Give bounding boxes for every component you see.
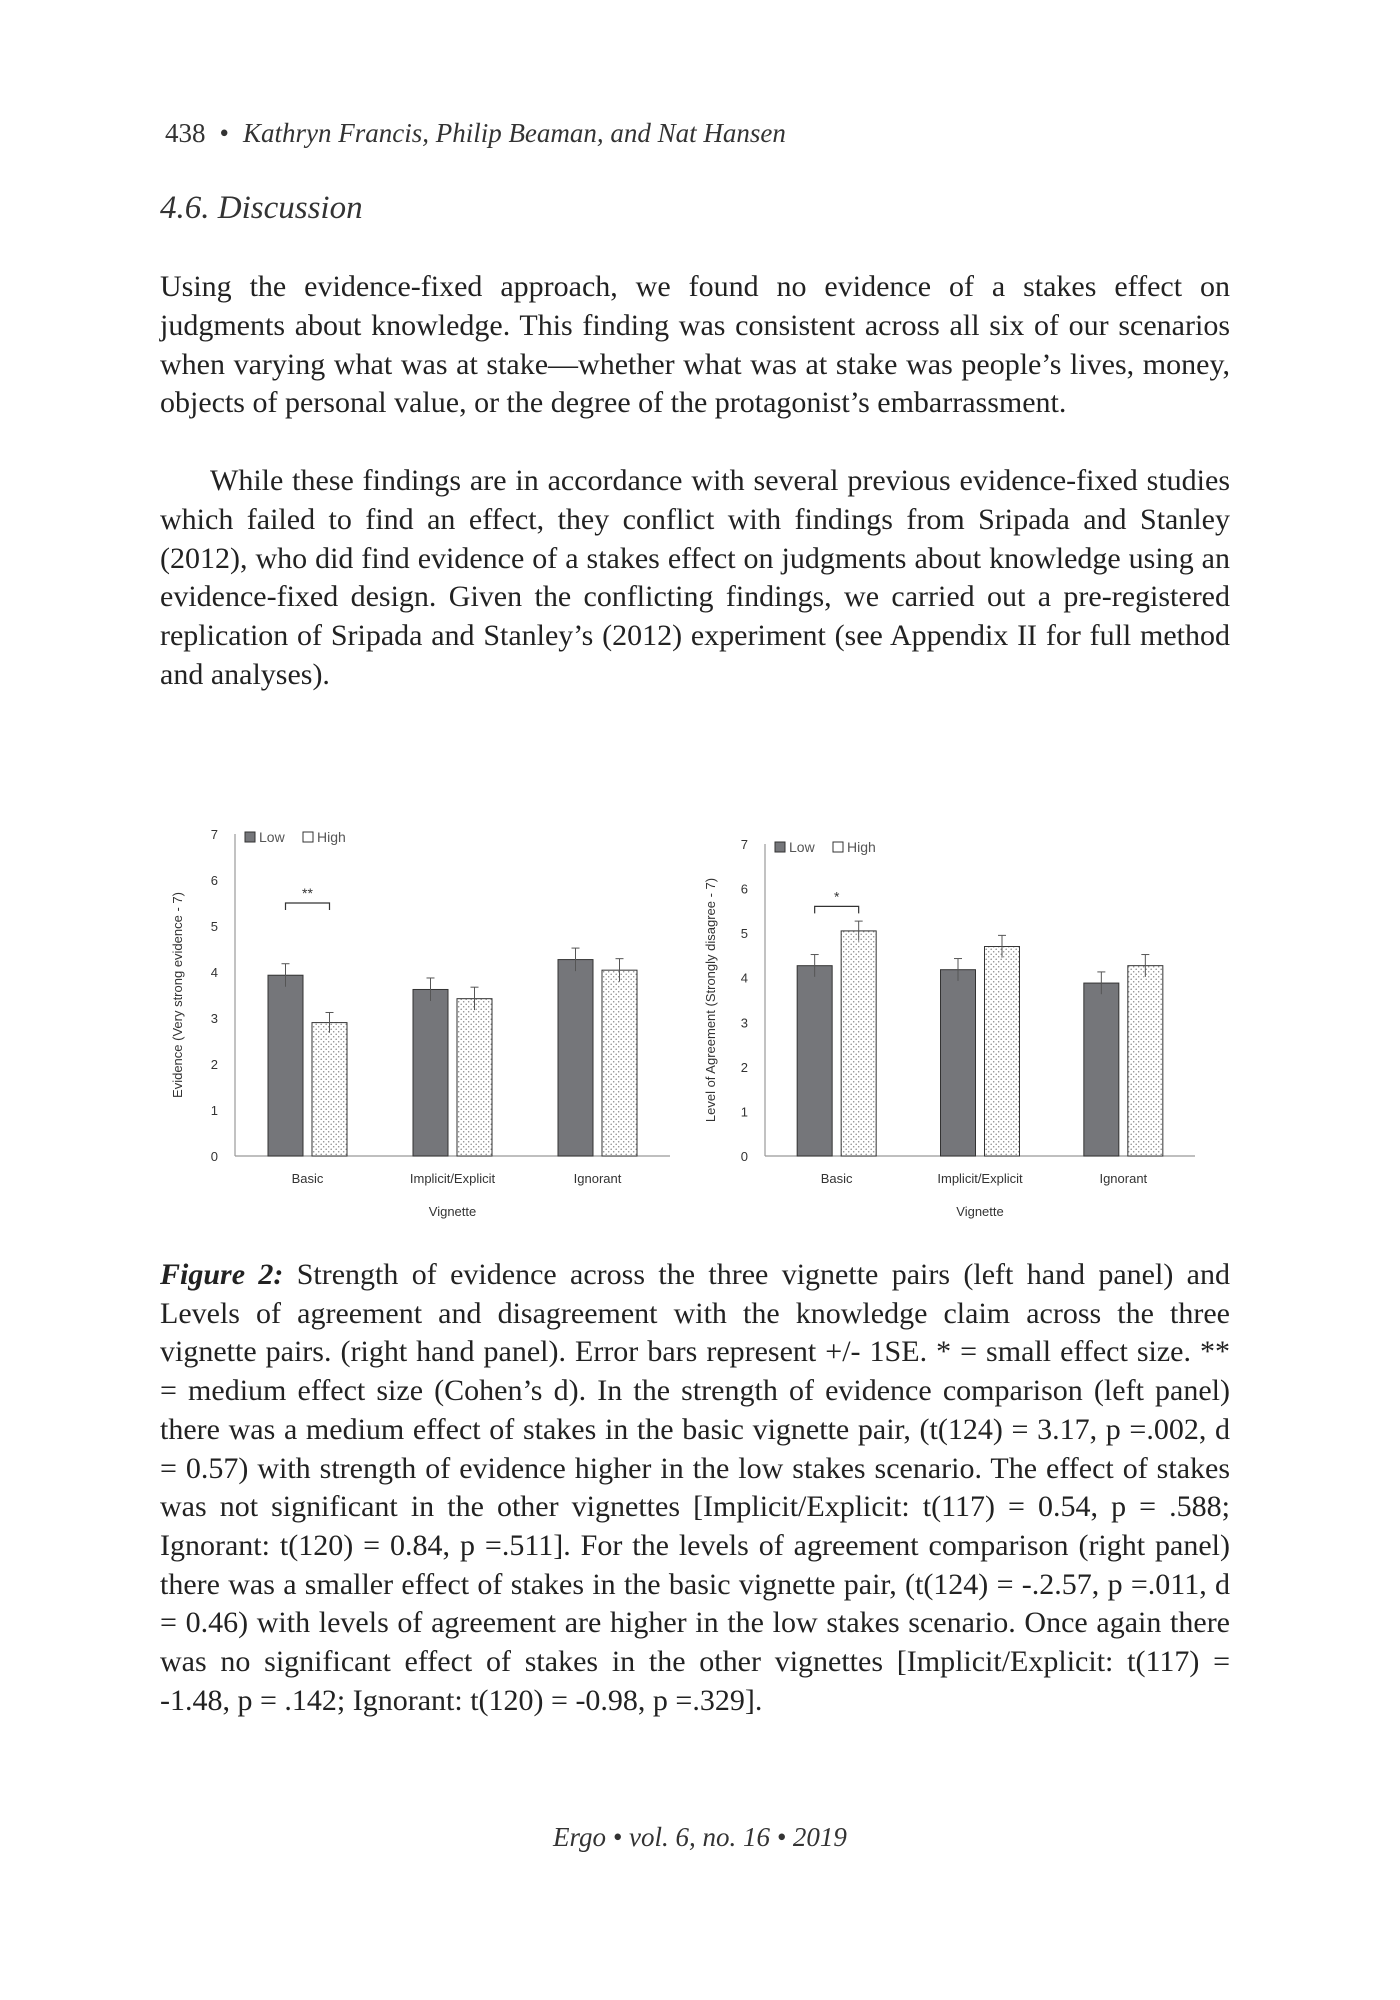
section-title: 4.6. Discussion xyxy=(160,190,363,226)
bar-high xyxy=(602,970,637,1156)
page-number: 438 xyxy=(165,118,206,148)
y-tick-label: 1 xyxy=(740,1104,748,1120)
x-tick-label: Implicit/Explicit xyxy=(937,1171,1023,1186)
legend-label-low: Low xyxy=(789,839,815,855)
chart-left-evidence xyxy=(170,827,670,1219)
y-tick-label: 4 xyxy=(210,965,218,980)
bar-low xyxy=(1084,983,1119,1156)
header-authors: Kathryn Francis, Philip Beaman, and Nat Hansen xyxy=(242,118,786,148)
y-tick-label: 1 xyxy=(210,1103,218,1118)
figure-caption-label: Figure 2: xyxy=(160,1258,284,1291)
figure-2 xyxy=(160,818,1240,1230)
bar-low xyxy=(941,970,976,1156)
y-tick-label: 0 xyxy=(740,1149,748,1164)
significance-bracket xyxy=(286,903,330,910)
legend-label-high: High xyxy=(847,839,876,855)
significance-label: * xyxy=(833,888,840,905)
x-tick-label: Ignorant xyxy=(573,1171,622,1186)
figure-2-charts xyxy=(160,818,1240,1230)
x-tick-label: Basic xyxy=(291,1171,324,1186)
y-axis-label: Level of Agreement (Strongly disagree - 7) xyxy=(703,877,718,1123)
y-tick-label: 5 xyxy=(210,919,218,934)
legend-swatch-low xyxy=(775,842,785,852)
y-tick-label: 6 xyxy=(740,881,748,897)
header-separator: • xyxy=(219,118,229,148)
y-axis-label: Evidence (Very strong evidence - 7) xyxy=(170,892,185,1098)
chart-right-agreement xyxy=(703,837,1195,1219)
y-tick-label: 4 xyxy=(740,970,748,986)
page-footer: Ergo • vol. 6, no. 16 • 2019 xyxy=(553,1822,847,1852)
bar-low xyxy=(413,989,448,1156)
y-tick-label: 7 xyxy=(210,827,218,842)
legend-swatch-high xyxy=(833,842,843,852)
y-tick-label: 6 xyxy=(210,873,218,888)
y-tick-label: 0 xyxy=(210,1149,218,1164)
legend-swatch-low xyxy=(245,832,255,842)
significance-label: ** xyxy=(302,885,313,901)
bar-low xyxy=(558,960,593,1156)
figure-caption xyxy=(160,1256,1230,1720)
y-tick-label: 5 xyxy=(740,926,748,942)
paragraph-2: While these findings are in accordance with several previous evidence-fixed studies which failed to find an effect, they conflict with findings from Sripada and Stanley (2012), who did find evidence of a stakes effect on judgments about knowledge using an evidence-fixed design. Given the conflicting findings, we carried out a pre-registered replication of Sripada and Stanley’s (2012) experiment (see Appendix II for full method and analyses). xyxy=(160,464,1230,691)
legend-swatch-high xyxy=(303,832,313,842)
legend-label-low: Low xyxy=(259,829,285,845)
y-tick-label: 3 xyxy=(740,1015,748,1031)
bar-high xyxy=(1128,966,1163,1156)
bar-low xyxy=(797,966,832,1156)
x-tick-label: Ignorant xyxy=(1099,1171,1148,1186)
legend-label-high: High xyxy=(317,829,346,845)
significance-bracket xyxy=(815,906,859,913)
bar-high xyxy=(312,1023,347,1156)
y-tick-label: 2 xyxy=(740,1059,748,1075)
x-axis-label: Vignette xyxy=(956,1204,1004,1219)
paragraph-1: Using the evidence-fixed approach, we found no evidence of a stakes effect on judgments about knowledge. This finding was consistent across all six of our scenarios when varying what was at stake—whether what was at stake was people’s lives, money, objects of personal value, or the degree of the protagonist’s embarrassment. xyxy=(160,270,1230,420)
y-tick-label: 3 xyxy=(210,1011,218,1026)
x-axis-label: Vignette xyxy=(428,1204,477,1219)
bar-high xyxy=(841,931,876,1156)
x-tick-label: Implicit/Explicit xyxy=(409,1171,496,1186)
bar-high xyxy=(457,999,492,1156)
bar-low xyxy=(268,975,303,1156)
y-tick-label: 7 xyxy=(740,837,748,852)
figure-caption-text: Strength of evidence across the three vignette pairs (left hand panel) and Levels of agreement and disagreement with the knowledge claim across the three vignette pairs. (right hand panel). Error bars represent +/- 1SE. * = small effect size. ** = medium effect size (Cohen’s d). In the strength of evidence comparison (left panel) there was a medium effect of stakes in the basic vignette pair, (t(124) = 3.17, p =.002, d = 0.57) with strength of evidence higher in the low stakes scenario. The effect of stakes was not significant in the other vignettes [Implicit/Explicit: t(117) = 0.54, p = .588; Ignorant: t(120) = 0.84, p =.511]. For the levels of agreement comparison (right panel) there was a smaller effect of stakes in the basic vignette pair, (t(124) = -.2.57, p =.011, d = 0.46) with levels of agreement are higher in the low stakes scenario. Once again there was no significant effect of stakes in the other vignettes [Implicit/Explicit: t(117) = -1.48, p = .142; Ignorant: t(120) = -0.98, p =.329]. xyxy=(160,1258,1231,1717)
y-tick-label: 2 xyxy=(210,1057,218,1072)
x-tick-label: Basic xyxy=(820,1171,853,1186)
running-head xyxy=(165,118,786,149)
bar-high xyxy=(985,947,1020,1156)
